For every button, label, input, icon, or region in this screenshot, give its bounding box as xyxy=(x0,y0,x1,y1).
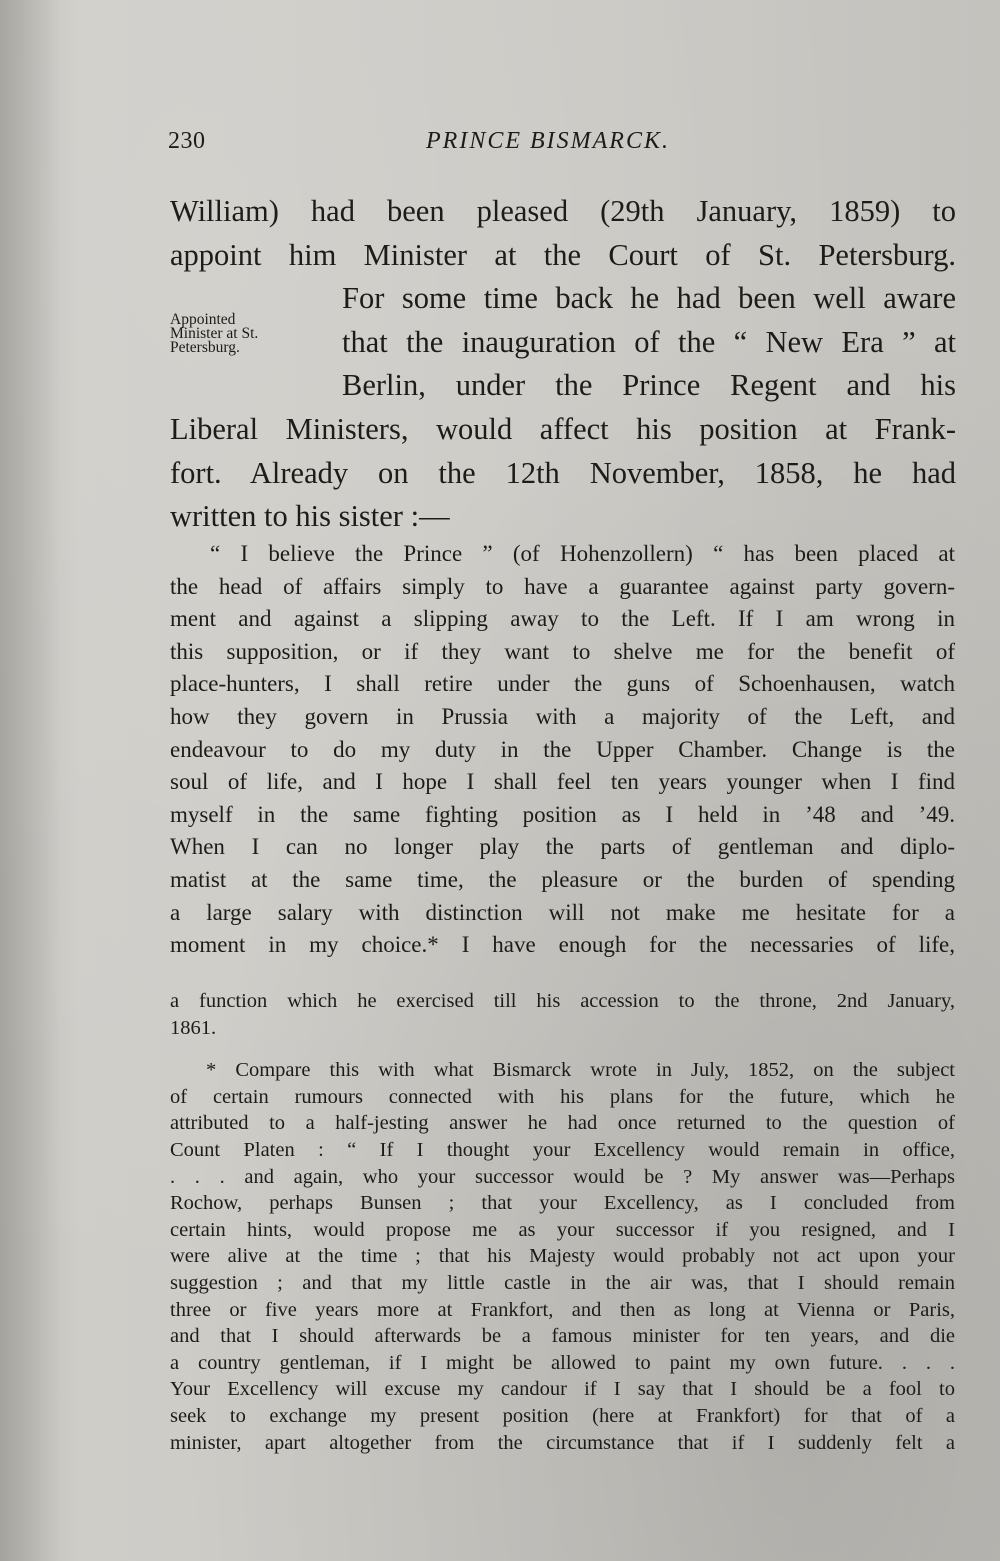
body-line: For some time back he had been well aware xyxy=(342,281,956,316)
body-line: Liberal Ministers, would affect his position at Frank- xyxy=(170,411,956,446)
sidenote-line: Petersburg. xyxy=(170,339,240,356)
quote-line: place-hunters, I shall retire under the guns of Schoenhausen, watch xyxy=(170,671,955,697)
quote-line: myself in the same fighting position as I held in ’48 and ’49. xyxy=(170,801,955,827)
footnote-line: a function which he exercised till his accession to the throne, 2nd January, xyxy=(170,990,955,1012)
page-number: 230 xyxy=(168,128,206,154)
quote-line: this supposition, or if they want to shelve me for the benefit of xyxy=(170,638,955,664)
quote-line: “ I believe the Prince ” (of Hohenzollern) “ has been placed at xyxy=(210,541,955,566)
footnote-line: suggestion ; and that my little castle in the air was, that I should remain xyxy=(170,1271,955,1294)
footnote-line: * Compare this with what Bismarck wrote in July, 1852, on the subject xyxy=(206,1059,955,1082)
footnote-line: Your Excellency will excuse my candour if I say that I should be a fool to xyxy=(170,1378,955,1401)
sidenote-line: Minister at St. xyxy=(170,325,259,342)
letter-quotation xyxy=(170,538,955,962)
main-body-text xyxy=(170,190,956,539)
body-line: appoint him Minister at the Court of St. Petersburg. xyxy=(170,237,956,272)
footnote-line: . . . and again, who your successor would be ? My answer was—Perhaps xyxy=(170,1165,955,1188)
footnote-line: attributed to a half-jesting answer he had once returned to the question of xyxy=(170,1112,955,1135)
body-line: that the inauguration of the “ New Era ” at xyxy=(342,324,956,359)
footnote-spacer xyxy=(170,1041,955,1057)
quote-line: ment and against a slipping away to the Left. If I am wrong in xyxy=(170,606,955,632)
footnote-line: were alive at the time ; that his Majesty would probably not act upon your xyxy=(170,1245,955,1268)
footnotes xyxy=(170,988,955,1456)
body-line: Berlin, under the Prince Regent and his xyxy=(342,368,956,403)
footnote-line: and that I should afterwards be a famous minister for ten years, and die xyxy=(170,1325,955,1348)
footnote-line: minister, apart altogether from the circumstance that if I suddenly felt a xyxy=(170,1431,955,1454)
binding-shadow xyxy=(0,0,60,1561)
footnote-line: of certain rumours connected with his plans for the future, which he xyxy=(170,1085,955,1108)
footnote-line: three or five years more at Frankfort, and then as long at Vienna or Paris, xyxy=(170,1298,955,1321)
body-line: fort. Already on the 12th November, 1858, he had xyxy=(170,455,956,490)
margin-sidenote xyxy=(170,313,320,355)
footnote-line: seek to exchange my present position (here at Frankfort) for that of a xyxy=(170,1404,955,1427)
quote-line: matist at the same time, the pleasure or the burden of spending xyxy=(170,866,955,892)
footnote-line: a country gentleman, if I might be allowed to paint my own future. . . . xyxy=(170,1351,955,1374)
footnote-line: certain hints, would propose me as your successor if you resigned, and I xyxy=(170,1218,955,1241)
footnote-line: Rochow, perhaps Bunsen ; that your Excellency, as I concluded from xyxy=(170,1192,955,1215)
quote-line: soul of life, and I hope I shall feel ten years younger when I find xyxy=(170,769,955,795)
sidenote-line: Appointed xyxy=(170,311,236,328)
quote-line: a large salary with distinction will not make me hesitate for a xyxy=(170,899,955,925)
quote-line: how they govern in Prussia with a majority of the Left, and xyxy=(170,703,955,729)
quote-line: the head of affairs simply to have a guarantee against party govern- xyxy=(170,573,955,599)
page-header xyxy=(168,128,958,168)
quote-line: moment in my choice.* I have enough for the necessaries of life, xyxy=(170,932,955,958)
quote-line: endeavour to do my duty in the Upper Chamber. Change is the xyxy=(170,736,955,762)
footnote-line: 1861. xyxy=(170,1016,217,1039)
body-line: written to his sister :— xyxy=(170,499,450,534)
body-line: William) had been pleased (29th January, 1859) to xyxy=(170,194,956,228)
running-head: PRINCE BISMARCK. xyxy=(426,128,670,154)
footnote-line: Count Platen : “ If I thought your Excellency would remain in office, xyxy=(170,1138,955,1161)
quote-line: When I can no longer play the parts of gentleman and diplo- xyxy=(170,834,955,860)
